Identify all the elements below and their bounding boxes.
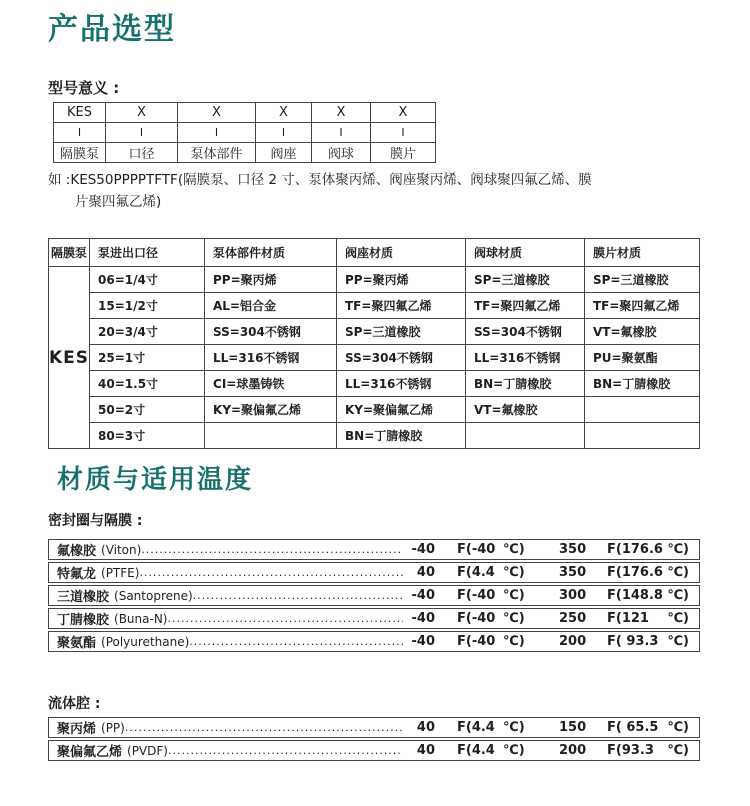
- min-temp-f: 40: [416, 720, 435, 735]
- material-row: [49, 371, 700, 397]
- min-temp-c: F(-40: [457, 588, 496, 603]
- material-header-row: [49, 239, 700, 267]
- seal-section-label: 密封圈与隔膜 :: [48, 513, 143, 529]
- body-material-cell: AL=铝合金: [205, 293, 337, 319]
- min-temp-f: -40: [411, 542, 435, 557]
- min-temp-c: F(-40: [457, 611, 496, 626]
- ball-material-cell: BN=丁腈橡胶: [465, 371, 584, 397]
- model-code-cell: KES: [54, 103, 106, 123]
- diaphragm-material-cell: BN=丁腈橡胶: [584, 371, 699, 397]
- material-name-cn: 聚偏氟乙烯: [57, 745, 123, 760]
- body-material-cell: PP=聚丙烯: [205, 267, 337, 293]
- model-example-note: [48, 169, 700, 213]
- model-code-cell: X: [106, 103, 178, 123]
- max-temp-unit: ℃): [667, 588, 689, 603]
- section-title-material-temperature: 材质与适用温度: [57, 465, 254, 495]
- example-line-2: 片聚四氟乙烯): [75, 194, 162, 210]
- min-temp-f: -40: [411, 588, 435, 603]
- min-temp-c: F(4.4: [457, 565, 495, 580]
- ball-material-cell: SS=304不锈钢: [465, 319, 584, 345]
- max-temp-f: 150: [559, 720, 587, 735]
- diaphragm-material-cell: TF=聚四氟乙烯: [584, 293, 699, 319]
- material-name-en: (PP): [101, 720, 125, 735]
- max-temp-f: 250: [559, 611, 587, 626]
- material-options-table: [48, 238, 700, 449]
- dot-leader: [167, 612, 403, 625]
- body-material-cell: CI=球墨铸铁: [205, 371, 337, 397]
- model-code-row-connectors: [54, 123, 436, 143]
- port-size-cell: 80=3寸: [90, 423, 205, 449]
- min-temp-unit: ℃): [503, 743, 525, 758]
- connector-cell: I: [106, 123, 178, 143]
- min-temp-c: F(4.4: [457, 743, 495, 758]
- material-name-cn: 氟橡胶: [57, 544, 97, 559]
- max-temp-c: F( 93.3: [607, 634, 659, 649]
- diaphragm-material-cell: [584, 397, 699, 423]
- example-line-1: 如 :KES50PPPPTFTF(隔膜泵、口径 2 寸、泵体聚丙烯、阀座聚丙烯、阀球聚四氟乙烯、膜: [48, 172, 592, 188]
- seat-material-cell: SS=304不锈钢: [337, 345, 466, 371]
- seat-material-cell: BN=丁腈橡胶: [337, 423, 466, 449]
- material-name-cn: 三道橡胶: [57, 590, 110, 605]
- dot-leader: [189, 635, 403, 648]
- code-label-cell: 泵体部件: [178, 143, 256, 163]
- code-label-cell: 膜片: [371, 143, 436, 163]
- temp-row: [48, 585, 700, 606]
- max-temp-unit: ℃): [667, 611, 689, 626]
- code-label-cell: 阀球: [312, 143, 371, 163]
- min-temp-f: -40: [411, 611, 435, 626]
- diaphragm-material-cell: PU=聚氨酯: [584, 345, 699, 371]
- header-port-size: 泵进出口径: [90, 239, 205, 267]
- seal-temperature-table: [48, 539, 700, 652]
- temp-row: [48, 740, 700, 761]
- ball-material-cell: VT=氟橡胶: [465, 397, 584, 423]
- dot-leader: [193, 589, 403, 602]
- material-name-en: (Polyurethane): [101, 634, 190, 649]
- max-temp-unit: ℃): [667, 634, 689, 649]
- code-label-cell: 阀座: [256, 143, 312, 163]
- min-temp-c: F(-40: [457, 542, 496, 557]
- material-name-en: (Santoprene): [114, 588, 193, 603]
- connector-cell: I: [256, 123, 312, 143]
- max-temp-f: 350: [559, 542, 587, 557]
- port-size-cell: 20=3/4寸: [90, 319, 205, 345]
- material-name-cn: 聚丙烯: [57, 722, 97, 737]
- min-temp-c: F(4.4: [457, 720, 495, 735]
- seat-material-cell: KY=聚偏氟乙烯: [337, 397, 466, 423]
- min-temp-unit: ℃): [503, 634, 525, 649]
- min-temp-unit: ℃): [503, 588, 525, 603]
- fluid-temperature-table: [48, 717, 700, 761]
- port-size-cell: 15=1/2寸: [90, 293, 205, 319]
- material-row: [49, 423, 700, 449]
- min-temp-f: -40: [411, 634, 435, 649]
- connector-cell: I: [312, 123, 371, 143]
- dot-leader: [139, 566, 403, 579]
- header-ball-material: 阀球材质: [465, 239, 584, 267]
- min-temp-f: 40: [416, 743, 435, 758]
- header-diaphragm-material: 膜片材质: [584, 239, 699, 267]
- max-temp-c: F( 65.5: [607, 720, 659, 735]
- ball-material-cell: LL=316不锈钢: [465, 345, 584, 371]
- fluid-section-label: 流体腔 :: [48, 696, 101, 712]
- page-title: 产品选型: [48, 12, 176, 47]
- seat-material-cell: LL=316不锈钢: [337, 371, 466, 397]
- port-size-cell: 40=1.5寸: [90, 371, 205, 397]
- model-code-row-codes: [54, 103, 436, 123]
- material-row: [49, 293, 700, 319]
- diaphragm-material-cell: SP=三道橡胶: [584, 267, 699, 293]
- max-temp-f: 200: [559, 634, 587, 649]
- material-name-en: (PVDF): [127, 743, 168, 758]
- temp-row: [48, 562, 700, 583]
- diaphragm-material-cell: [584, 423, 699, 449]
- body-material-cell: KY=聚偏氟乙烯: [205, 397, 337, 423]
- max-temp-f: 200: [559, 743, 587, 758]
- material-row: [49, 267, 700, 293]
- body-material-cell: LL=316不锈钢: [205, 345, 337, 371]
- dot-leader: [125, 721, 403, 734]
- material-name-cn: 丁腈橡胶: [57, 613, 110, 628]
- code-label-cell: 口径: [106, 143, 178, 163]
- max-temp-c: F(148.8: [607, 588, 663, 603]
- max-temp-unit: ℃): [667, 720, 689, 735]
- header-seat-material: 阀座材质: [337, 239, 466, 267]
- min-temp-f: 40: [416, 565, 435, 580]
- model-meaning-label: 型号意义 :: [48, 79, 120, 97]
- ball-material-cell: TF=聚四氟乙烯: [465, 293, 584, 319]
- max-temp-c: F(93.3: [607, 743, 654, 758]
- port-size-cell: 50=2寸: [90, 397, 205, 423]
- body-material-cell: [205, 423, 337, 449]
- temp-row: [48, 717, 700, 738]
- temp-row: [48, 608, 700, 629]
- max-temp-f: 350: [559, 565, 587, 580]
- ball-material-cell: SP=三道橡胶: [465, 267, 584, 293]
- ball-material-cell: [465, 423, 584, 449]
- min-temp-c: F(-40: [457, 634, 496, 649]
- seat-material-cell: TF=聚四氟乙烯: [337, 293, 466, 319]
- max-temp-c: F(121: [607, 611, 649, 626]
- port-size-cell: 25=1寸: [90, 345, 205, 371]
- material-row: [49, 345, 700, 371]
- connector-cell: I: [371, 123, 436, 143]
- max-temp-c: F(176.6: [607, 542, 663, 557]
- model-code-cell: X: [256, 103, 312, 123]
- model-code-table: [53, 102, 436, 163]
- dot-leader: [168, 744, 403, 757]
- material-row: [49, 397, 700, 423]
- min-temp-unit: ℃): [503, 542, 525, 557]
- min-temp-unit: ℃): [503, 565, 525, 580]
- temp-row: [48, 631, 700, 652]
- material-name-cn: 特氟龙: [57, 567, 97, 582]
- max-temp-c: F(176.6: [607, 565, 663, 580]
- min-temp-unit: ℃): [503, 720, 525, 735]
- header-body-material: 泵体部件材质: [205, 239, 337, 267]
- material-name-en: (PTFE): [101, 565, 140, 580]
- port-size-cell: 06=1/4寸: [90, 267, 205, 293]
- model-code-cell: X: [178, 103, 256, 123]
- connector-cell: I: [54, 123, 106, 143]
- header-pump: 隔膜泵: [49, 239, 90, 267]
- model-code-row-labels: [54, 143, 436, 163]
- material-name-en: (Buna-N): [114, 611, 168, 626]
- material-row: [49, 319, 700, 345]
- connector-cell: I: [178, 123, 256, 143]
- model-code-cell: X: [312, 103, 371, 123]
- max-temp-unit: ℃): [667, 542, 689, 557]
- material-name-en: (Viton): [101, 542, 142, 557]
- min-temp-unit: ℃): [503, 611, 525, 626]
- diaphragm-material-cell: VT=氟橡胶: [584, 319, 699, 345]
- max-temp-unit: ℃): [667, 565, 689, 580]
- max-temp-f: 300: [559, 588, 587, 603]
- body-material-cell: SS=304不锈钢: [205, 319, 337, 345]
- material-name-cn: 聚氨酯: [57, 636, 97, 651]
- seat-material-cell: PP=聚丙烯: [337, 267, 466, 293]
- model-code-cell: X: [371, 103, 436, 123]
- temp-row: [48, 539, 700, 560]
- series-code-cell: KES: [49, 267, 90, 449]
- seat-material-cell: SP=三道橡胶: [337, 319, 466, 345]
- max-temp-unit: ℃): [667, 743, 689, 758]
- dot-leader: [141, 543, 403, 556]
- code-label-cell: 隔膜泵: [54, 143, 106, 163]
